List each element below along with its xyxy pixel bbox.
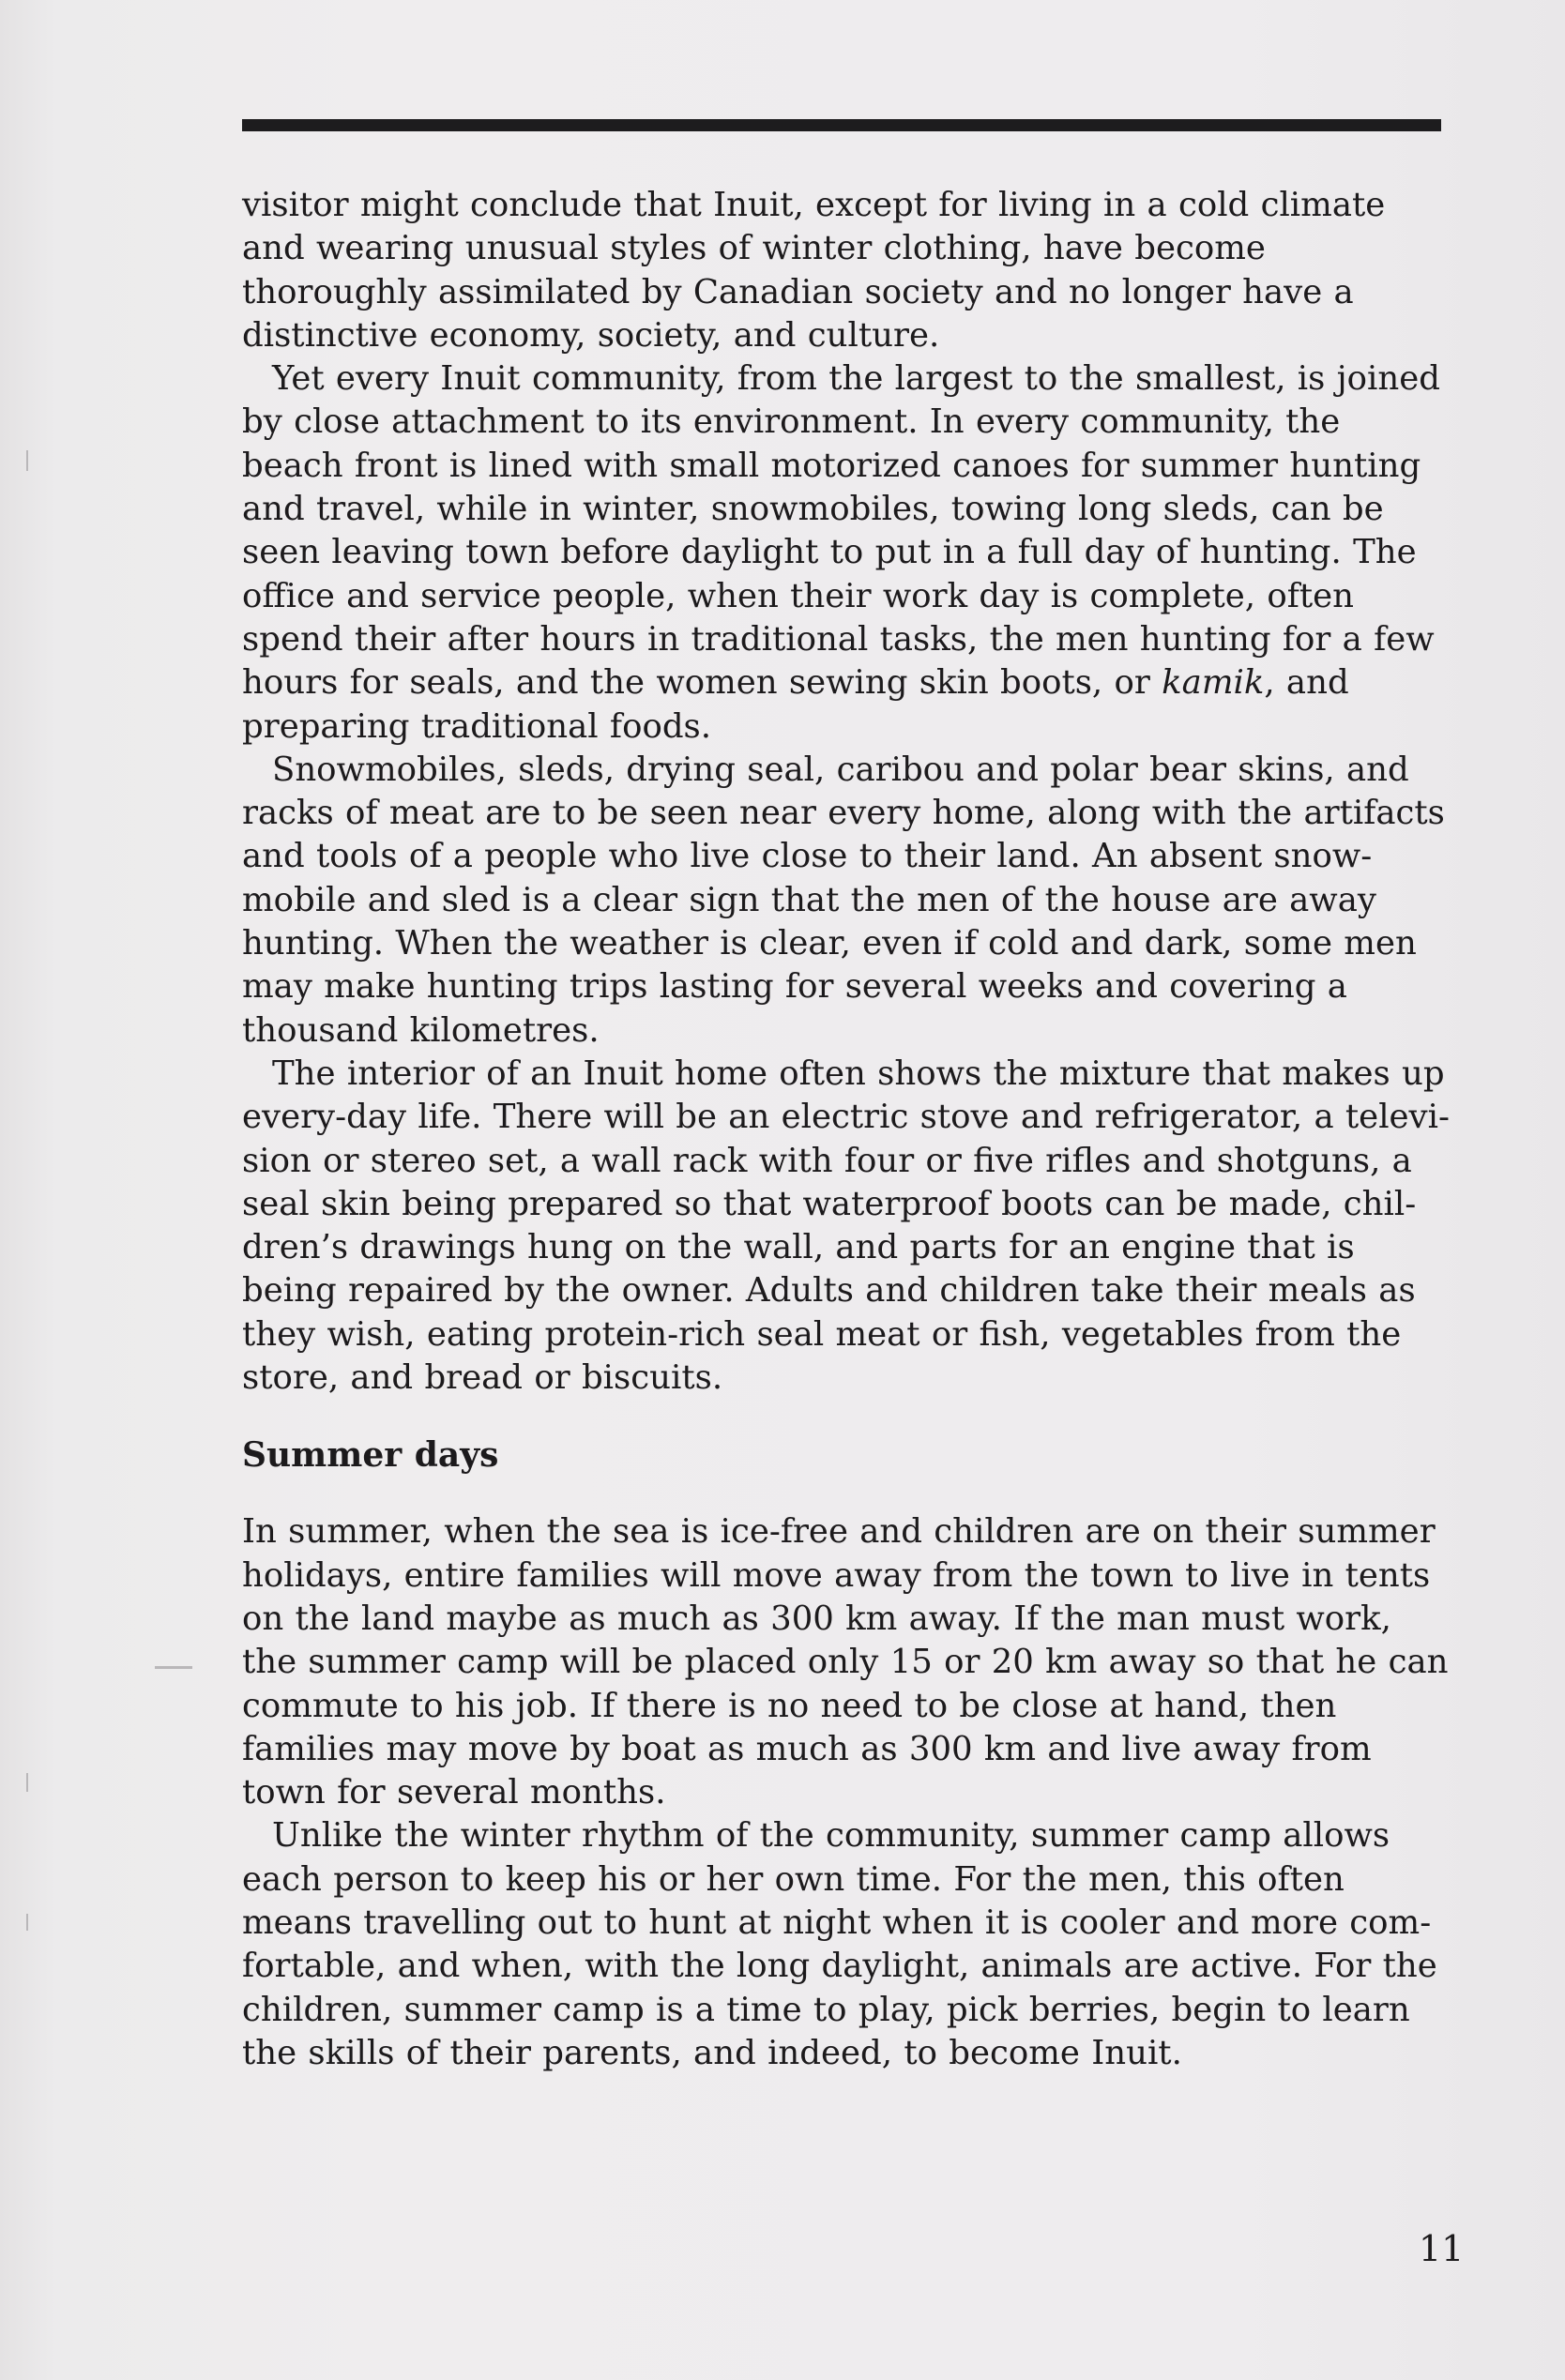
italic-term: kamik xyxy=(1162,663,1265,703)
paragraph-text: visitor might conclude that Inuit, except for living in a cold climate and wearing unusual styles of winter clothing, have become thoroughly assimilated by Canadian society and no longer have a distinctive economy, society, and culture. xyxy=(242,186,1386,355)
section-heading: Summer days xyxy=(242,1435,499,1476)
paragraph xyxy=(242,184,1452,357)
paragraph-text: , and preparing traditional foods. xyxy=(242,663,1349,746)
paragraph xyxy=(242,1510,1452,1814)
paragraph xyxy=(242,1053,1452,1400)
top-rule xyxy=(242,119,1441,131)
margin-mark xyxy=(26,1914,28,1931)
margin-mark xyxy=(26,450,28,471)
paragraph-text: Yet every Inuit community, from the largest to the smallest, is joined by close attachment to its environment. In every community, the beach front is lined with small motorized canoes for summer hunting and travel, while in winter, snowmobiles, towing long sleds, can be seen leaving town before daylight to put in a full day of hunting. The office and service people, when their work day is complete, often spend their after hours in traditional tasks, the men hunting for a few hours for seals, and the women sewing skin boots, or xyxy=(242,359,1440,703)
margin-mark xyxy=(26,1773,28,1792)
paragraph xyxy=(242,749,1452,1053)
paragraph-text: Unlike the winter rhythm of the community, summer camp allows each person to keep his or her own time. For the men, this often means travelling out to hunt at night when it is cooler and more com-fortable, and when, with the long daylight, animals are active. For the children, summer camp is a time to play, pick berries, begin to learn the skills of their parents, and indeed, to become Inuit. xyxy=(242,1816,1437,2072)
body-text xyxy=(242,184,1452,2075)
paragraph-text: The interior of an Inuit home often shows the mixture that makes up every-day life. There will be an electric stove and refrigerator, a televi-sion or stereo set, a wall rack with four or five rifles and shotguns, a seal skin being prepared so that waterproof boots can be made, chil-dren’s drawings hung on the wall, and parts for an engine that is being repaired by the owner. Adults and children take their meals as they wish, eating protein-rich seal meat or fish, vegetables from the store, and bread or biscuits. xyxy=(242,1054,1450,1398)
paragraph xyxy=(242,357,1452,749)
paragraphs-after-heading xyxy=(242,1510,1452,2075)
page-number: 11 xyxy=(1419,2228,1465,2269)
paragraph-text: Snowmobiles, sleds, drying seal, caribou and polar bear skins, and racks of meat are to be seen near every home, along with the artifacts and tools of a people who live close to their land. An absent snow-mobile and sled is a clear sign that the men of the house are away hunting. When the weather is clear, even if cold and dark, some men may make hunting trips lasting for several weeks and covering a thousand kilometres. xyxy=(242,750,1445,1050)
paragraph xyxy=(242,1814,1452,2075)
paragraphs-before-heading xyxy=(242,184,1452,1400)
paragraph-text: In summer, when the sea is ice-free and children are on their summer holidays, entire families will move away from the town to live in tents on the land maybe as much as 300 km away. If the man must work, the summer camp will be placed only 15 or 20 km away so that he can commute to his job. If there is no need to be close at hand, then families may move by boat as much as 300 km and live away from town for several months. xyxy=(242,1512,1449,1812)
margin-mark xyxy=(155,1666,192,1669)
